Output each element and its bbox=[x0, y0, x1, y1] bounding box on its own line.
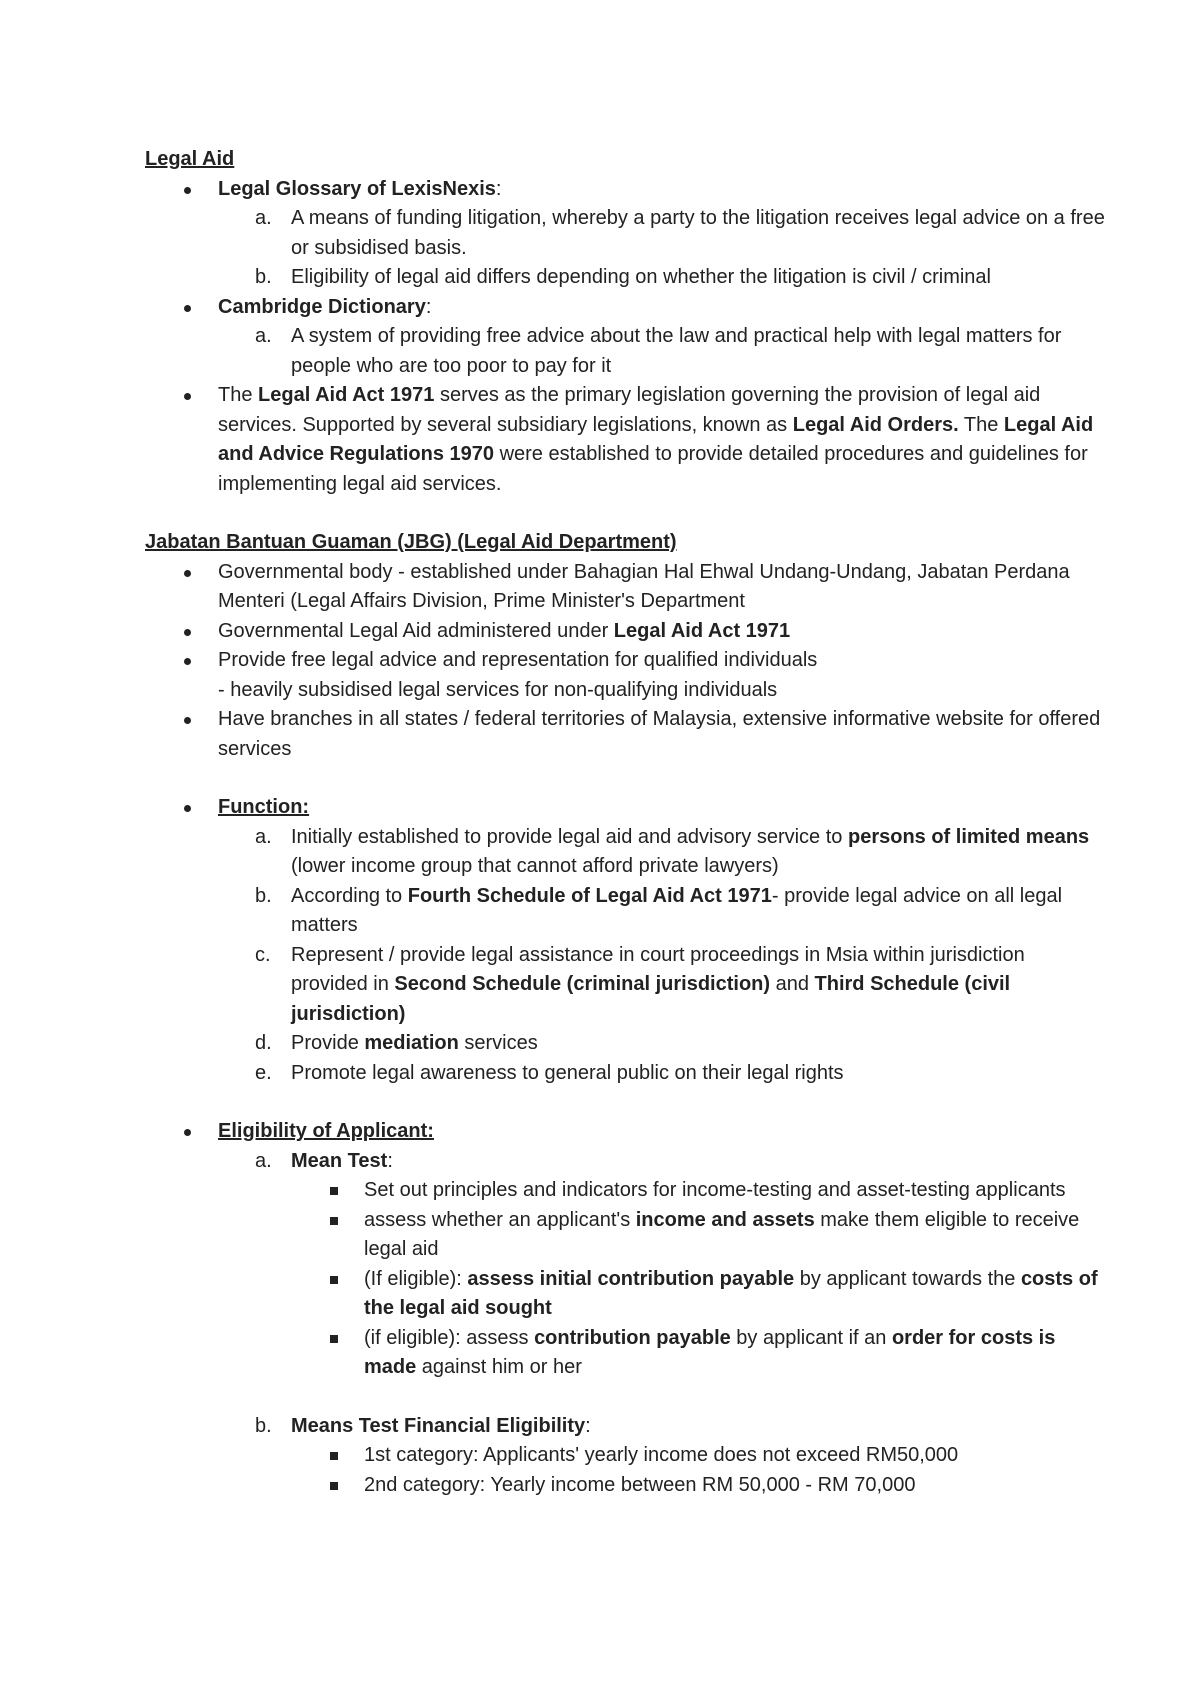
bullet-dot bbox=[184, 393, 191, 400]
cambridge-label: Cambridge Dictionary bbox=[218, 295, 426, 318]
list-marker: a. bbox=[255, 825, 272, 848]
function-label: Function: bbox=[218, 796, 310, 818]
section-heading-jbg: Jabatan Bantuan Guaman (JBG) (Legal Aid Department) bbox=[145, 531, 677, 553]
text: and bbox=[770, 973, 815, 995]
list-marker: a. bbox=[255, 1149, 272, 1172]
eligibility-label: Eligibility of Applicant: bbox=[218, 1120, 434, 1142]
list-marker: c. bbox=[255, 943, 271, 966]
list-item-financial-eligibility bbox=[145, 1412, 1105, 1442]
square-bullet bbox=[330, 1187, 338, 1195]
text: Provide bbox=[291, 1032, 365, 1054]
bold-text: Second Schedule (criminal jurisdiction) bbox=[394, 973, 771, 995]
list-item-text: A means of funding litigation, whereby a party to the litigation receives legal advice on a free or subsidised basis. bbox=[291, 207, 1105, 259]
list-marker: a. bbox=[255, 207, 272, 229]
square-bullet bbox=[330, 1452, 338, 1460]
text: 2nd category: Yearly income between RM 50,000 - RM 70,000 bbox=[364, 1473, 916, 1496]
list-item-text: A system of providing free advice about the law and practical help with legal matters for people who are too poor to pay for it bbox=[291, 325, 1062, 377]
spacer bbox=[145, 1088, 1105, 1117]
list-item-mean-test bbox=[145, 1147, 1105, 1177]
bold-text: Third Schedule (civil jurisdiction) bbox=[291, 973, 1011, 1025]
bold-text: assess initial contribution payable bbox=[467, 1267, 795, 1290]
bullet-lexisnexis bbox=[145, 175, 1105, 205]
list-item-text: Eligibility of legal aid differs depending on whether the litigation is civil / criminal bbox=[291, 266, 991, 288]
bullet-text: Provide free legal advice and representation for qualified individuals bbox=[218, 649, 818, 671]
colon: : bbox=[495, 177, 502, 200]
bullet-text: Have branches in all states / federal territories of Malaysia, extensive informative website for offered services bbox=[218, 708, 1101, 760]
bullet-dot bbox=[184, 305, 191, 312]
text: by applicant if an bbox=[730, 1326, 892, 1349]
bold-text: costs of the legal aid sought bbox=[364, 1267, 1098, 1319]
text: The bbox=[218, 384, 259, 406]
bullet-dot bbox=[184, 187, 191, 194]
sub-bullet bbox=[145, 1265, 1105, 1324]
bullet-administered bbox=[145, 617, 1105, 647]
section-heading-legal-aid: Legal Aid bbox=[145, 148, 235, 170]
list-marker: b. bbox=[255, 266, 272, 288]
bullet-text: Governmental Legal Aid administered under bbox=[218, 619, 614, 642]
colon: : bbox=[425, 295, 432, 318]
bullet-branches bbox=[145, 705, 1105, 764]
bullet-dot bbox=[184, 1129, 191, 1136]
list-marker: b. bbox=[255, 1414, 272, 1437]
list-item bbox=[145, 1059, 1105, 1089]
square-bullet bbox=[330, 1217, 338, 1225]
square-bullet bbox=[330, 1482, 338, 1490]
text: 1st category: Applicants' yearly income does not exceed RM50,000 bbox=[364, 1444, 959, 1466]
text: The bbox=[958, 413, 1004, 436]
colon: : bbox=[585, 1414, 591, 1437]
text: - provide legal advice on all legal matters bbox=[291, 884, 1063, 936]
sub-bullet bbox=[145, 1471, 1105, 1501]
spacer bbox=[145, 1383, 1105, 1412]
bold-text: income and assets bbox=[635, 1208, 815, 1231]
sub-bullet bbox=[145, 1324, 1105, 1383]
sub-bullet bbox=[145, 1206, 1105, 1265]
list-item bbox=[145, 322, 1105, 381]
bullet-cambridge bbox=[145, 293, 1105, 323]
bullet-free-advice bbox=[145, 646, 1105, 705]
list-item bbox=[145, 204, 1105, 263]
bold-text: contribution payable bbox=[534, 1326, 731, 1349]
text: assess whether an applicant's bbox=[364, 1208, 636, 1231]
text: Initially established to provide legal aid and advisory service to bbox=[291, 825, 848, 848]
bold-text: Fourth Schedule of Legal Aid Act 1971 bbox=[407, 884, 772, 907]
list-item bbox=[145, 263, 1105, 293]
text: serves as the primary legislation governing the provision of legal aid services. Supported by several subsidiary legislations, known as bbox=[218, 384, 1041, 436]
regulations-name: Legal Aid and Advice Regulations 1970 bbox=[218, 413, 1094, 465]
list-marker: d. bbox=[255, 1032, 272, 1054]
text: (if eligible): assess bbox=[364, 1326, 535, 1349]
list-item bbox=[145, 882, 1105, 941]
bullet-dot bbox=[184, 805, 191, 812]
square-bullet bbox=[330, 1335, 338, 1343]
text: (lower income group that cannot afford private lawyers) bbox=[291, 855, 779, 877]
text: Set out principles and indicators for income-testing and asset-testing applicants bbox=[364, 1179, 1066, 1201]
bullet-subtext: - heavily subsidised legal services for non-qualifying individuals bbox=[218, 678, 778, 701]
lexisnexis-label: Legal Glossary of LexisNexis bbox=[218, 177, 496, 200]
square-bullet bbox=[330, 1276, 338, 1284]
bullet-dot bbox=[184, 717, 191, 724]
bold-text: mediation bbox=[364, 1032, 459, 1054]
list-item bbox=[145, 823, 1105, 882]
text: by applicant towards the bbox=[794, 1267, 1021, 1290]
list-marker: b. bbox=[255, 884, 272, 907]
text: against him or her bbox=[416, 1356, 582, 1378]
text: Promote legal awareness to general public on their legal rights bbox=[291, 1061, 844, 1084]
text: Represent / provide legal assistance in court proceedings in Msia within jurisdiction provided in bbox=[291, 943, 1025, 995]
list-marker: a. bbox=[255, 325, 272, 347]
financial-eligibility-label: Means Test Financial Eligibility bbox=[291, 1414, 586, 1437]
act-name: Legal Aid Act 1971 bbox=[258, 384, 435, 406]
act-name: Legal Aid Act 1971 bbox=[613, 619, 791, 642]
sub-bullet bbox=[145, 1176, 1105, 1206]
bullet-dot bbox=[184, 629, 191, 636]
list-item bbox=[145, 1029, 1105, 1059]
bullet-function bbox=[145, 793, 1105, 823]
text: According to bbox=[291, 884, 408, 907]
text: were established to provide detailed procedures and guidelines for implementing legal aid services. bbox=[218, 443, 1088, 495]
text: (If eligible): bbox=[364, 1267, 468, 1290]
sub-bullet bbox=[145, 1441, 1105, 1471]
mean-test-label: Mean Test bbox=[291, 1149, 388, 1172]
orders-name: Legal Aid Orders. bbox=[792, 413, 959, 436]
bullet-dot bbox=[184, 570, 191, 577]
bullet-governmental-body bbox=[145, 558, 1105, 617]
text: services bbox=[458, 1032, 538, 1054]
bullet-text: Governmental body - established under Bahagian Hal Ehwal Undang-Undang, Jabatan Perdana Menteri (Legal Affairs Division, Prime Minister's Department bbox=[218, 560, 1070, 612]
colon: : bbox=[387, 1149, 393, 1172]
list-item bbox=[145, 941, 1105, 1030]
bullet-dot bbox=[184, 658, 191, 665]
document-body bbox=[145, 145, 1105, 1500]
list-marker: e. bbox=[255, 1061, 272, 1084]
bold-text: order for costs is made bbox=[364, 1326, 1056, 1378]
bullet-eligibility bbox=[145, 1117, 1105, 1147]
bold-text: persons of limited means bbox=[847, 825, 1090, 848]
bullet-legal-aid-act bbox=[145, 381, 1105, 499]
spacer bbox=[145, 764, 1105, 793]
text: make them eligible to receive legal aid bbox=[364, 1208, 1080, 1260]
